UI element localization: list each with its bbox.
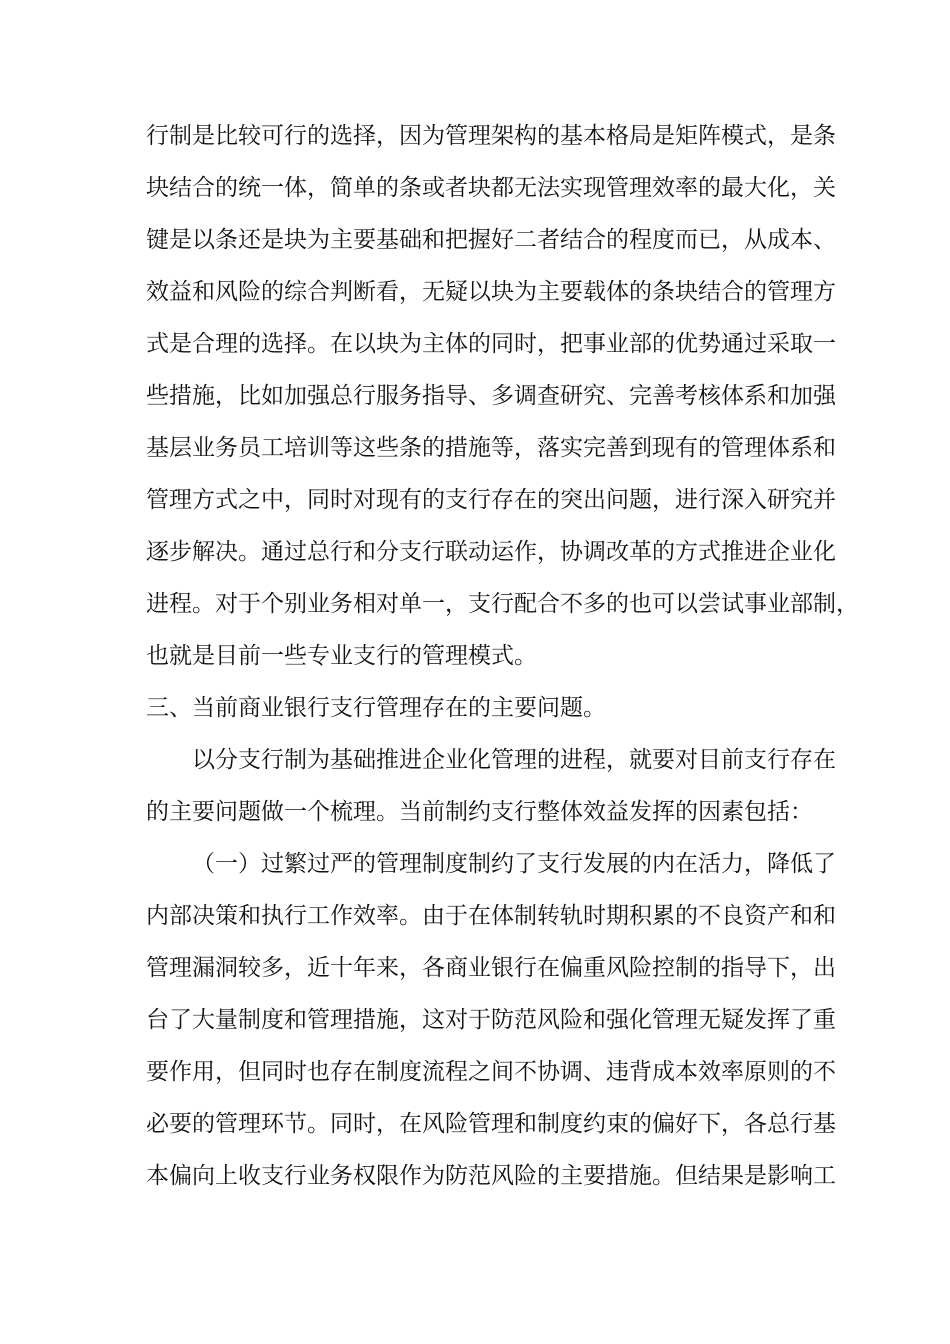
paragraph-line: 式是合理的选择。在以块为主体的同时，把事业部的优势通过采取一 — [146, 331, 836, 357]
paragraph-line: 行制是比较可行的选择，因为管理架构的基本格局是矩阵模式，是条 — [146, 123, 836, 149]
paragraph-line: （一）过繁过严的管理制度制约了支行发展的内在活力，降低了 — [192, 851, 836, 877]
paragraph-line: 进程。对于个别业务相对单一，支行配合不多的也可以尝试事业部制， — [146, 591, 859, 617]
paragraph-line: 内部决策和执行工作效率。由于在体制转轨时期积累的不良资产和和 — [146, 903, 836, 929]
paragraph-line: 些措施，比如加强总行服务指导、多调查研究、完善考核体系和加强 — [146, 383, 836, 409]
paragraph-line: 要作用，但同时也存在制度流程之间不协调、违背成本效率原则的不 — [146, 1059, 836, 1085]
paragraph-line: 也就是目前一些专业支行的管理模式。 — [146, 643, 537, 669]
paragraph-line: 的主要问题做一个梳理。当前制约支行整体效益发挥的因素包括： — [146, 799, 813, 825]
paragraph-line: 管理漏洞较多，近十年来，各商业银行在偏重风险控制的指导下，出 — [146, 955, 836, 981]
paragraph-line: 以分支行制为基础推进企业化管理的进程，就要对目前支行存在 — [192, 747, 836, 773]
paragraph-line: 键是以条还是块为主要基础和把握好二者结合的程度而已，从成本、 — [146, 227, 836, 253]
section-heading: 三、当前商业银行支行管理存在的主要问题。 — [146, 695, 606, 721]
paragraph-line: 本偏向上收支行业务权限作为防范风险的主要措施。但结果是影响工 — [146, 1163, 836, 1189]
paragraph-line: 基层业务员工培训等这些条的措施等，落实完善到现有的管理体系和 — [146, 435, 836, 461]
paragraph-line: 效益和风险的综合判断看，无疑以块为主要载体的条块结合的管理方 — [146, 279, 836, 305]
paragraph-line: 必要的管理环节。同时，在风险管理和制度约束的偏好下，各总行基 — [146, 1111, 836, 1137]
paragraph-line: 块结合的统一体，简单的条或者块都无法实现管理效率的最大化，关 — [146, 175, 836, 201]
paragraph-line: 逐步解决。通过总行和分支行联动运作，协调改革的方式推进企业化 — [146, 539, 836, 565]
paragraph-line: 台了大量制度和管理措施，这对于防范风险和强化管理无疑发挥了重 — [146, 1007, 836, 1033]
paragraph-line: 管理方式之中，同时对现有的支行存在的突出问题，进行深入研究并 — [146, 487, 836, 513]
